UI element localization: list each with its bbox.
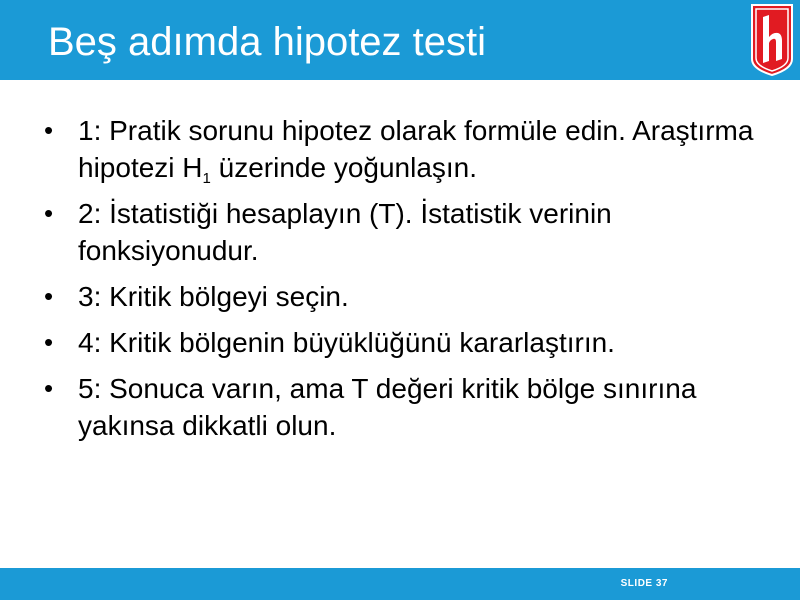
bullet-text-suffix: üzerinde yoğunlaşın.: [210, 152, 478, 183]
footer-bar: [0, 568, 800, 600]
bullet-text: 4: Kritik bölgenin büyüklüğünü kararlaştırın.: [78, 327, 615, 358]
page-title: Beş adımda hipotez testi: [48, 20, 487, 64]
university-h-logo-icon: [748, 3, 796, 77]
list-item: [40, 112, 760, 186]
bullet-text: 2: İstatistiği hesaplayın (T). İstatistik verinin fonksiyonudur.: [78, 198, 612, 266]
title-bar: [0, 0, 800, 80]
bullet-icon: •: [44, 327, 54, 357]
bullet-icon: •: [44, 373, 54, 403]
slide-number: SLIDE 37: [620, 578, 668, 589]
bullet-icon: •: [44, 115, 54, 145]
list-item: [40, 278, 760, 315]
bullet-text: 1: Pratik sorunu hipotez olarak formüle edin. Araştırma hipotezi H: [78, 115, 754, 183]
list-item: [40, 195, 760, 269]
bullet-icon: •: [44, 281, 54, 311]
list-item: [40, 324, 760, 361]
list-item: [40, 370, 760, 444]
bullet-text: 5: Sonuca varın, ama T değeri kritik bölge sınırına yakınsa dikkatli olun.: [78, 373, 697, 441]
bullet-icon: •: [44, 198, 54, 228]
bullet-list: [40, 112, 760, 453]
bullet-text: 3: Kritik bölgeyi seçin.: [78, 281, 349, 312]
footer-gap: [0, 560, 800, 568]
subscript: 1: [202, 170, 211, 187]
